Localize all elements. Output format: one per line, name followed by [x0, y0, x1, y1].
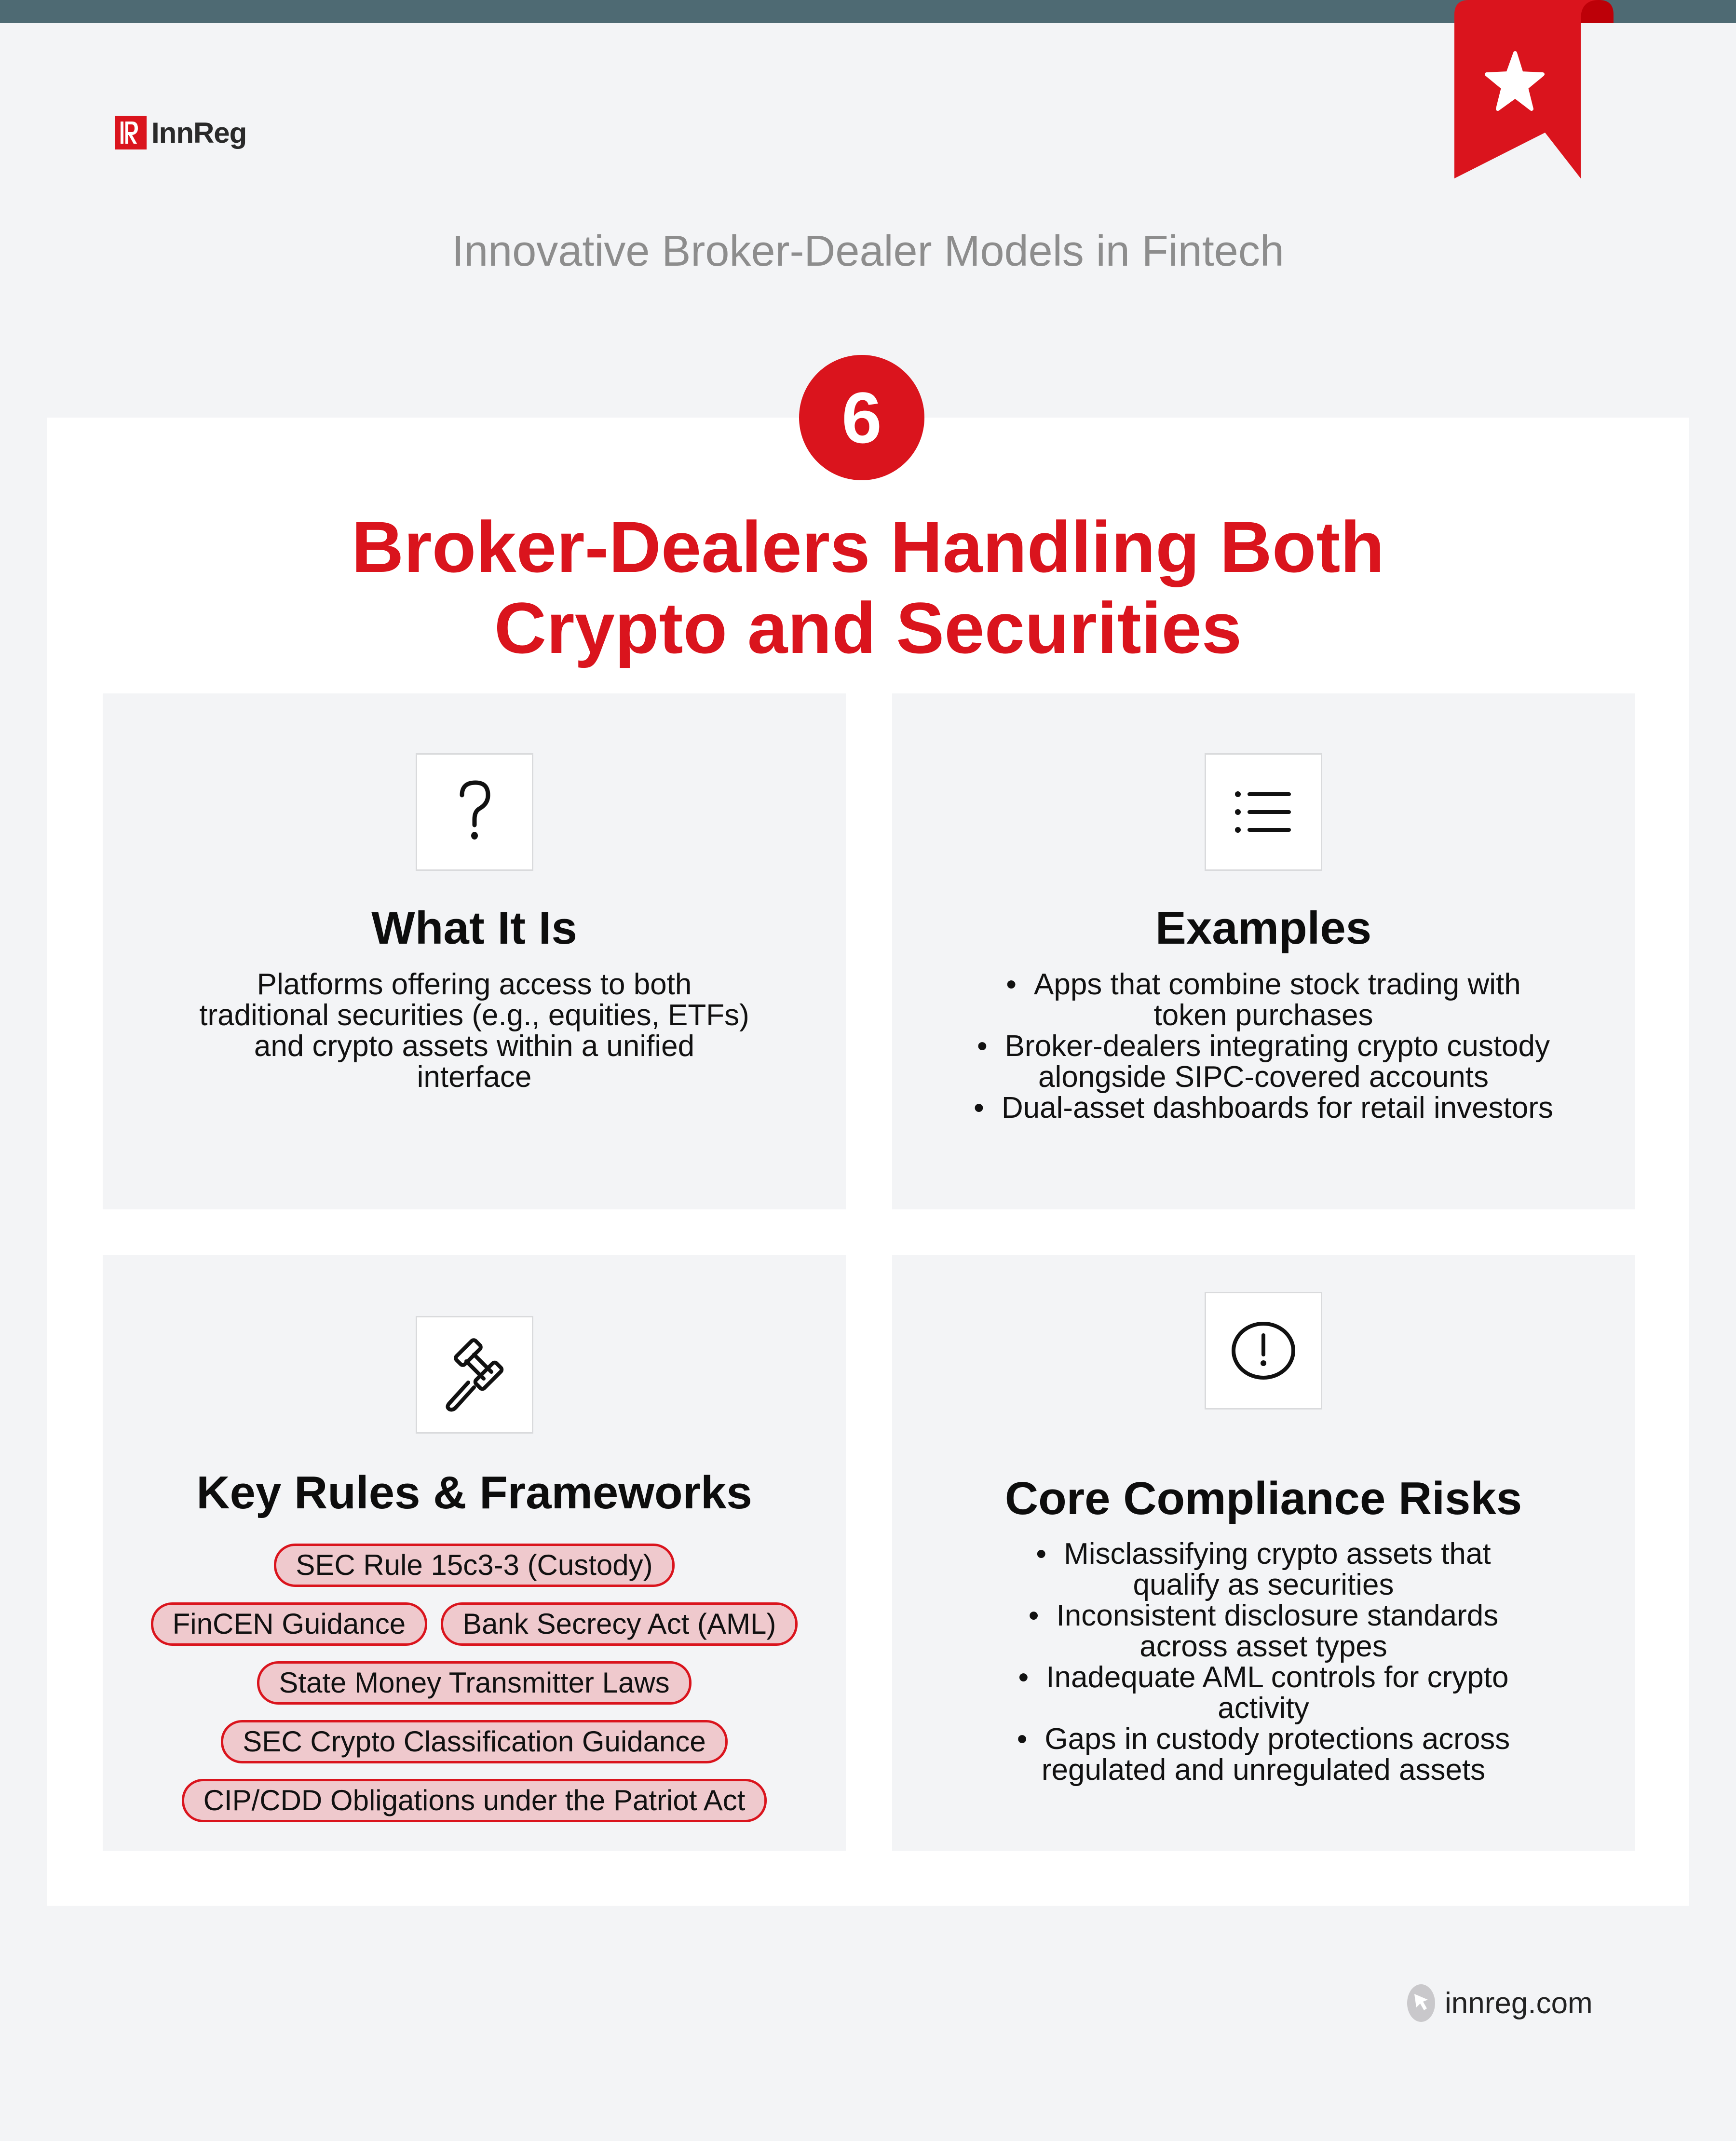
card-title: Examples — [1155, 902, 1372, 954]
card-title: What It Is — [371, 902, 577, 954]
rule-tag[interactable]: FinCEN Guidance — [151, 1602, 428, 1646]
card-key-rules — [103, 1255, 846, 1851]
list-item: • Misclassifying crypto assets that qualify as securities — [1017, 1539, 1510, 1600]
page-title — [0, 506, 1736, 668]
list-icon — [1205, 753, 1322, 871]
card-examples — [892, 693, 1635, 1209]
logo-mark-icon — [115, 116, 147, 149]
website-text: innreg.com — [1445, 1986, 1593, 2020]
description-line: interface — [417, 1060, 532, 1094]
description-line: and crypto assets within a unified — [254, 1030, 695, 1063]
list-item: • Broker-dealers integrating crypto custody alongside SIPC-covered accounts — [974, 1031, 1553, 1093]
card-title: Key Rules & Frameworks — [196, 1467, 752, 1518]
risks-list — [1017, 1539, 1510, 1786]
innreg-logo[interactable] — [115, 116, 246, 149]
list-item: • Dual-asset dashboards for retail investors — [974, 1093, 1553, 1124]
logo-text: InnReg — [151, 116, 247, 149]
alert-circle-icon — [1205, 1292, 1322, 1409]
rule-tag[interactable]: CIP/CDD Obligations under the Patriot Act — [182, 1779, 767, 1822]
list-item: • Inadequate AML controls for crypto activity — [1017, 1662, 1510, 1724]
card-title: Core Compliance Risks — [1004, 1473, 1522, 1524]
card-description — [199, 969, 749, 1093]
rule-tag[interactable]: Bank Secrecy Act (AML) — [441, 1602, 798, 1646]
rule-tag[interactable]: State Money Transmitter Laws — [257, 1661, 691, 1705]
page-subtitle: Innovative Broker-Dealer Models in Fintech — [452, 227, 1284, 275]
examples-list — [974, 969, 1553, 1124]
description-line: traditional securities (e.g., equities, ETFs) — [199, 999, 749, 1032]
list-item: • Apps that combine stock trading with token purchases — [974, 969, 1553, 1031]
list-item: • Gaps in custody protections across regulated and unregulated assets — [1017, 1724, 1510, 1786]
question-icon — [416, 753, 533, 871]
cursor-icon — [1407, 1984, 1435, 2022]
rule-tag[interactable]: SEC Crypto Classification Guidance — [221, 1720, 727, 1763]
title-line-1: Broker-Dealers Handling Both — [351, 506, 1385, 587]
card-compliance-risks — [892, 1255, 1635, 1851]
step-number-badge: 6 — [799, 355, 924, 480]
bookmark-ribbon-star-icon — [1454, 0, 1621, 179]
rule-tag[interactable]: SEC Rule 15c3-3 (Custody) — [274, 1544, 674, 1587]
gavel-icon — [416, 1316, 533, 1434]
rules-tag-list — [103, 1544, 846, 1822]
footer-website-link[interactable] — [1407, 1984, 1593, 2022]
card-what-it-is — [103, 693, 846, 1209]
description-line: Platforms offering access to both — [257, 968, 692, 1001]
list-item: • Inconsistent disclosure standards across asset types — [1017, 1600, 1510, 1662]
title-line-2: Crypto and Securities — [494, 587, 1242, 668]
